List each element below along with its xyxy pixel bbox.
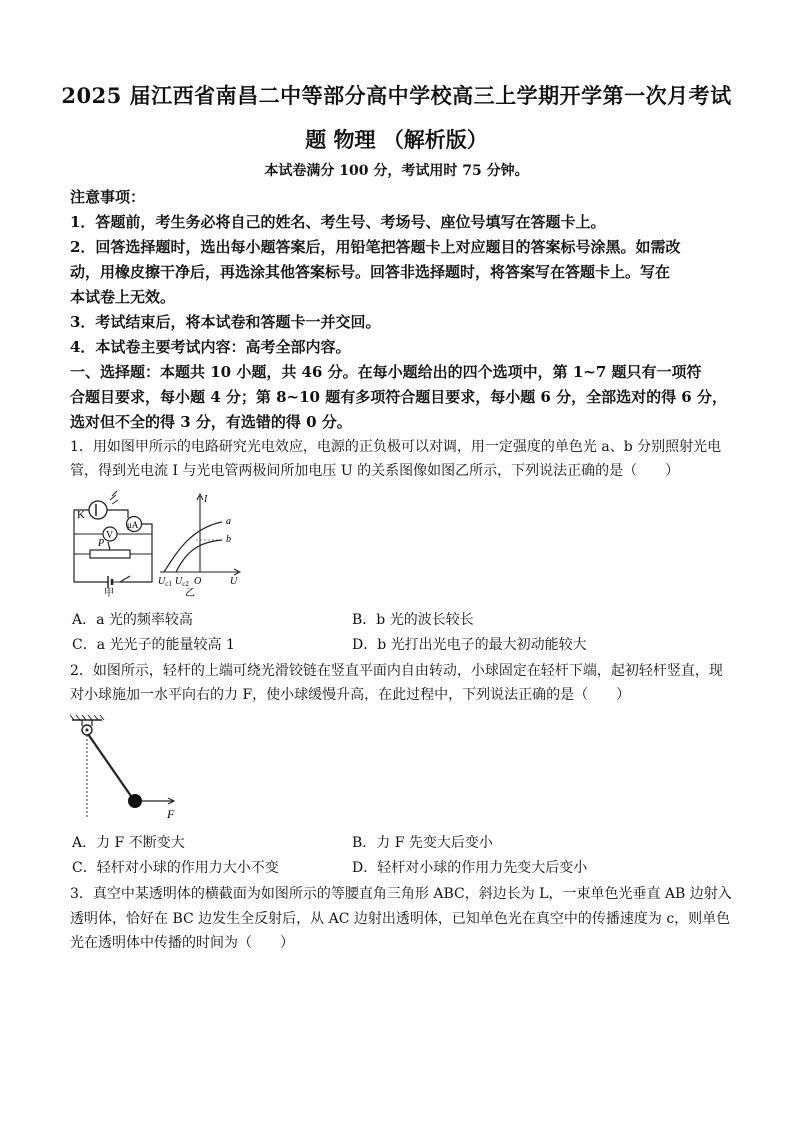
- q1-option-c: C．a 光光子的能量较高 1: [72, 637, 235, 653]
- q2-option-d: D．轻杆对小球的作用力先变大后变小: [352, 860, 588, 876]
- q1-figure-iv-graph: [158, 490, 242, 598]
- graph-U-label: U: [230, 576, 238, 587]
- voltmeter-label: V: [106, 530, 114, 541]
- q1-figure-circuit: [68, 490, 160, 598]
- q2-stem-line1: 2．如图所示，轻杆的上端可绕光滑铰链在竖直平面内自由转动，小球固定在轻杆下端，起初轻杆竖直，现: [70, 663, 723, 679]
- light-rod: [88, 734, 133, 799]
- graph-I-label: I: [204, 494, 208, 505]
- q1-stem-line1: 1．用如图甲所示的电路研究光电效应，电源的正负极可以对调，用一定强度的单色光 a、b 分别照射光电: [70, 439, 722, 455]
- notice-item-2-line2: 动，用橡皮擦干净后，再选涂其他答案标号。回答非选择题时，将答案写在答题卡上。写在: [70, 263, 671, 281]
- section1-line2: 合题目要求，每小题 4 分；第 8~10 题有多项符合题目要求，每小题 6 分，全部选对的得 6 分，: [70, 388, 727, 406]
- figure-yi-label: 乙: [185, 588, 195, 598]
- q2-option-c: C．轻杆对小球的作用力大小不变: [72, 860, 279, 876]
- ball-icon: [128, 794, 142, 808]
- q1-option-a: A．a 光的频率较高: [72, 612, 193, 628]
- uc1-label: $U_{c1}$: [158, 576, 172, 588]
- q3-stem-line1: 3．真空中某透明体的横截面为如图所示的等腰直角三角形 ABC，斜边长为 L，一束单色光垂直 AB 边射入: [70, 886, 732, 902]
- section1-line3: 选对但不全的得 3 分，有选错的得 0 分。: [70, 413, 352, 431]
- rheostat-icon: [90, 550, 130, 558]
- phototube-K-label: K: [77, 509, 85, 521]
- q2-option-a: A．力 F 不断变大: [72, 835, 185, 851]
- phototube-icon: [89, 501, 107, 519]
- q1-option-b: B．b 光的波长较长: [352, 612, 474, 628]
- q1-option-d: D．b 光打出光电子的最大初动能较大: [352, 637, 587, 653]
- notice-item-1: 1．答题前，考生务必将自己的姓名、考生号、考场号、座位号填写在答题卡上。: [70, 213, 606, 231]
- origin-O-label: O: [194, 576, 202, 587]
- notice-item-3: 3．考试结束后，将本试卷和答题卡一并交回。: [70, 313, 381, 331]
- notice-item-2-line1: 2．回答选择题时，选出每小题答案后，用铅笔把答题卡上对应题目的答案标号涂黑。如需改: [70, 238, 681, 256]
- exam-title-line1: 2025 届江西省南昌二中等部分高中学校高三上学期开学第一次月考试: [61, 83, 732, 108]
- microammeter-label: μA: [127, 520, 139, 530]
- q2-stem-line2: 对小球施加一水平向右的力 F，使小球缓慢升高，在此过程中，下列说法正确的是（ ）: [70, 687, 631, 703]
- q3-stem-line2: 透明体，恰好在 BC 边发生全反射后，从 AC 边射出透明体，已知单色光在真空中的传播速度为 c，则单色: [70, 911, 731, 927]
- notice-heading: 注意事项：: [70, 188, 146, 206]
- q2-option-b: B．力 F 先变大后变小: [352, 835, 493, 851]
- exam-title-line2: 题 物理 （解析版）: [305, 127, 488, 152]
- figure-jia-label: 甲: [104, 588, 114, 598]
- notice-item-4: 4．本试卷主要考试内容：高考全部内容。: [70, 338, 351, 356]
- uc2-label: $U_{c2}$: [175, 576, 189, 588]
- rheostat-P-label: P: [98, 538, 105, 549]
- curve-a-label: a: [226, 516, 231, 527]
- curve-b-label: b: [226, 534, 231, 545]
- q1-stem-line2: 管，得到光电流 I 与光电管两极间所加电压 U 的关系图像如图乙所示，下列说法正确的是（ ）: [70, 463, 680, 479]
- notice-item-2-line3: 本试卷上无效。: [70, 288, 176, 306]
- switch-icon: [112, 576, 140, 582]
- q3-stem-line3: 光在透明体中传播的时间为（ ）: [70, 935, 294, 951]
- force-F-label: F: [167, 807, 175, 821]
- q2-figure-rod: [70, 714, 186, 824]
- exam-subtitle: 本试卷满分 100 分，考试用时 75 分钟。: [264, 163, 529, 179]
- curve-a: [164, 522, 222, 572]
- section1-line1: 一、选择题：本题共 10 小题，共 46 分。在每小题给出的四个选项中，第 1~7 题只有一项符: [70, 363, 702, 381]
